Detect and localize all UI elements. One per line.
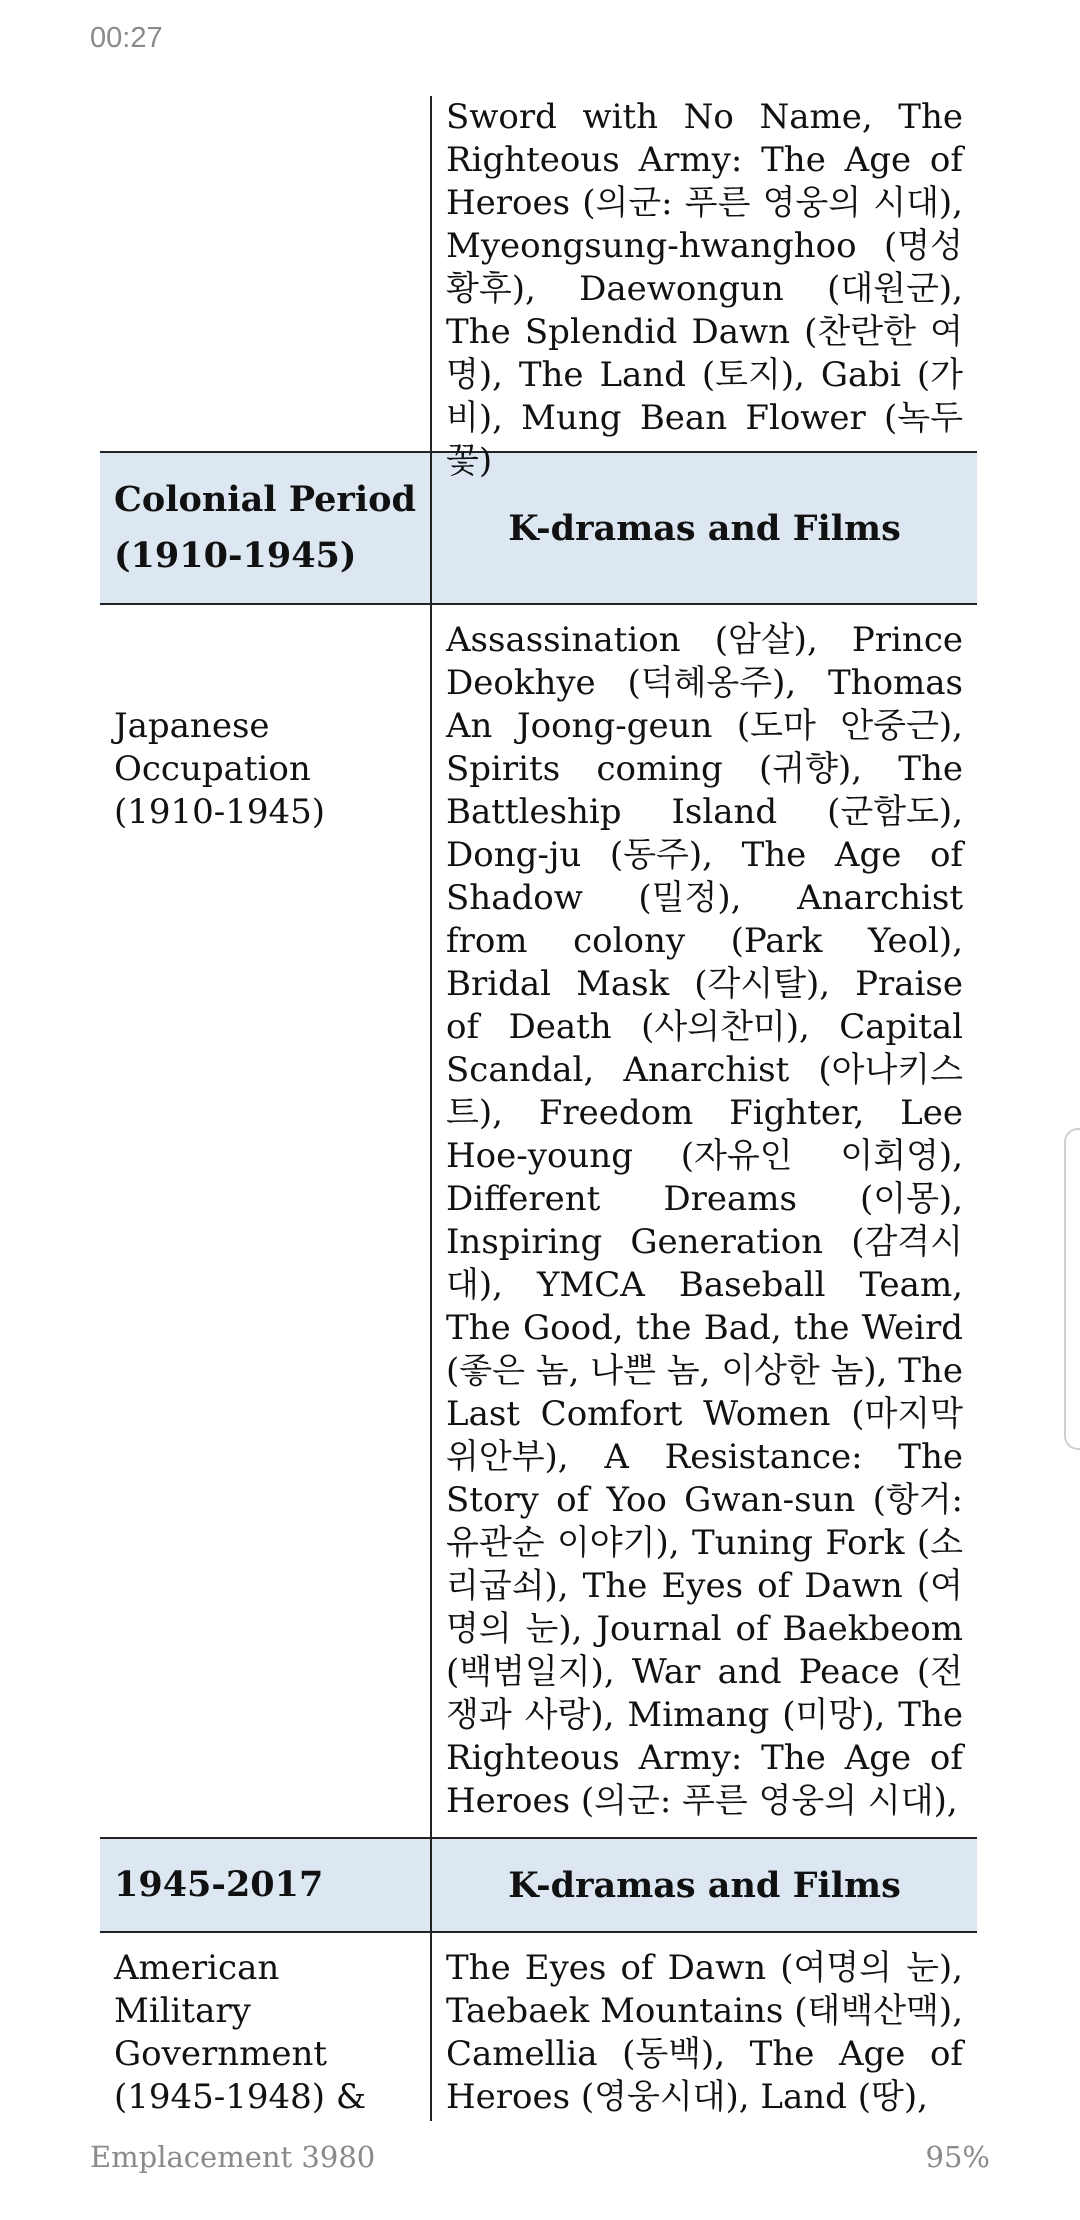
- table-cell-films: Assassination (암살), Prince Deokhye (덕혜옹주), Thomas An Joong-geun (도마 안중근), Spirits coming (귀향), The Battleship Island (군함도), Dong-ju (동주), The Age of Shadow (밀정), Anarchist from colony (Park Yeol), Bridal Mask (각시탈), Praise of Death (사의찬미), Capital Scandal, Anarchist (아나키스트), Freedom Fighter, Lee Hoe-young (자유인 이회영), Different Dreams (이몽), Inspiring Generation (감격시대), YMCA Baseball Team, The Good, the Bad, the Weird (좋은 놈, 나쁜 놈, 이상한 놈), The Last Comfort Women (마지막 위안부), A Resistance: The Story of Yoo Gwan-sun (항거: 유관순 이야기), Tuning Fork (소리굽쇠), The Eyes of Dawn (여명의 눈), Journal of Baekbeom (백범일지), War and Peace (전쟁과 사랑), Mimang (미망), The Righteous Army: The Age of Heroes (의군: 푸른 영웅의 시대),: [446, 620, 963, 1821]
- header-period: 1945-2017: [100, 1839, 432, 1931]
- table-header-row: [100, 453, 977, 605]
- table-cell-period: [100, 1933, 432, 2121]
- ebook-table: [100, 96, 977, 2121]
- table-row: [100, 605, 977, 1839]
- header-films: K-dramas and Films: [508, 507, 901, 549]
- table-cell-films: The Eyes of Dawn (여명의 눈), Taebaek Mountains (태백산맥), Camellia (동백), The Age of Heroes (영웅시대), Land (땅),: [446, 1948, 963, 2117]
- table-cell-period: [100, 605, 432, 1837]
- table-cell-films: Sword with No Name, The Righteous Army: The Age of Heroes (의군: 푸른 영웅의 시대), Myeongsung-hwanghoo (명성황후), Daewongun (대원군), The Splendid Dawn (찬란한 여명), The Land (토지), Gabi (가비), Mung Bean Flower (녹두꽃): [446, 97, 963, 481]
- status-time: 00:27: [90, 22, 163, 54]
- table-row: [100, 96, 977, 481]
- table-header-row: [100, 1839, 977, 1933]
- table-row: [100, 1933, 977, 2121]
- period-label: Japanese Occupation (1910-1945): [114, 706, 326, 832]
- period-label: American Military Government (1945-1948) &: [114, 1948, 367, 2117]
- edge-scroll-handle[interactable]: [1064, 1128, 1080, 1450]
- reading-location: Emplacement 3980: [90, 2140, 376, 2174]
- header-films: K-dramas and Films: [508, 1864, 901, 1906]
- table-cell-empty: [100, 96, 432, 451]
- header-period: Colonial Period (1910-1945): [100, 453, 432, 603]
- reading-progress-percent: 95%: [925, 2140, 990, 2174]
